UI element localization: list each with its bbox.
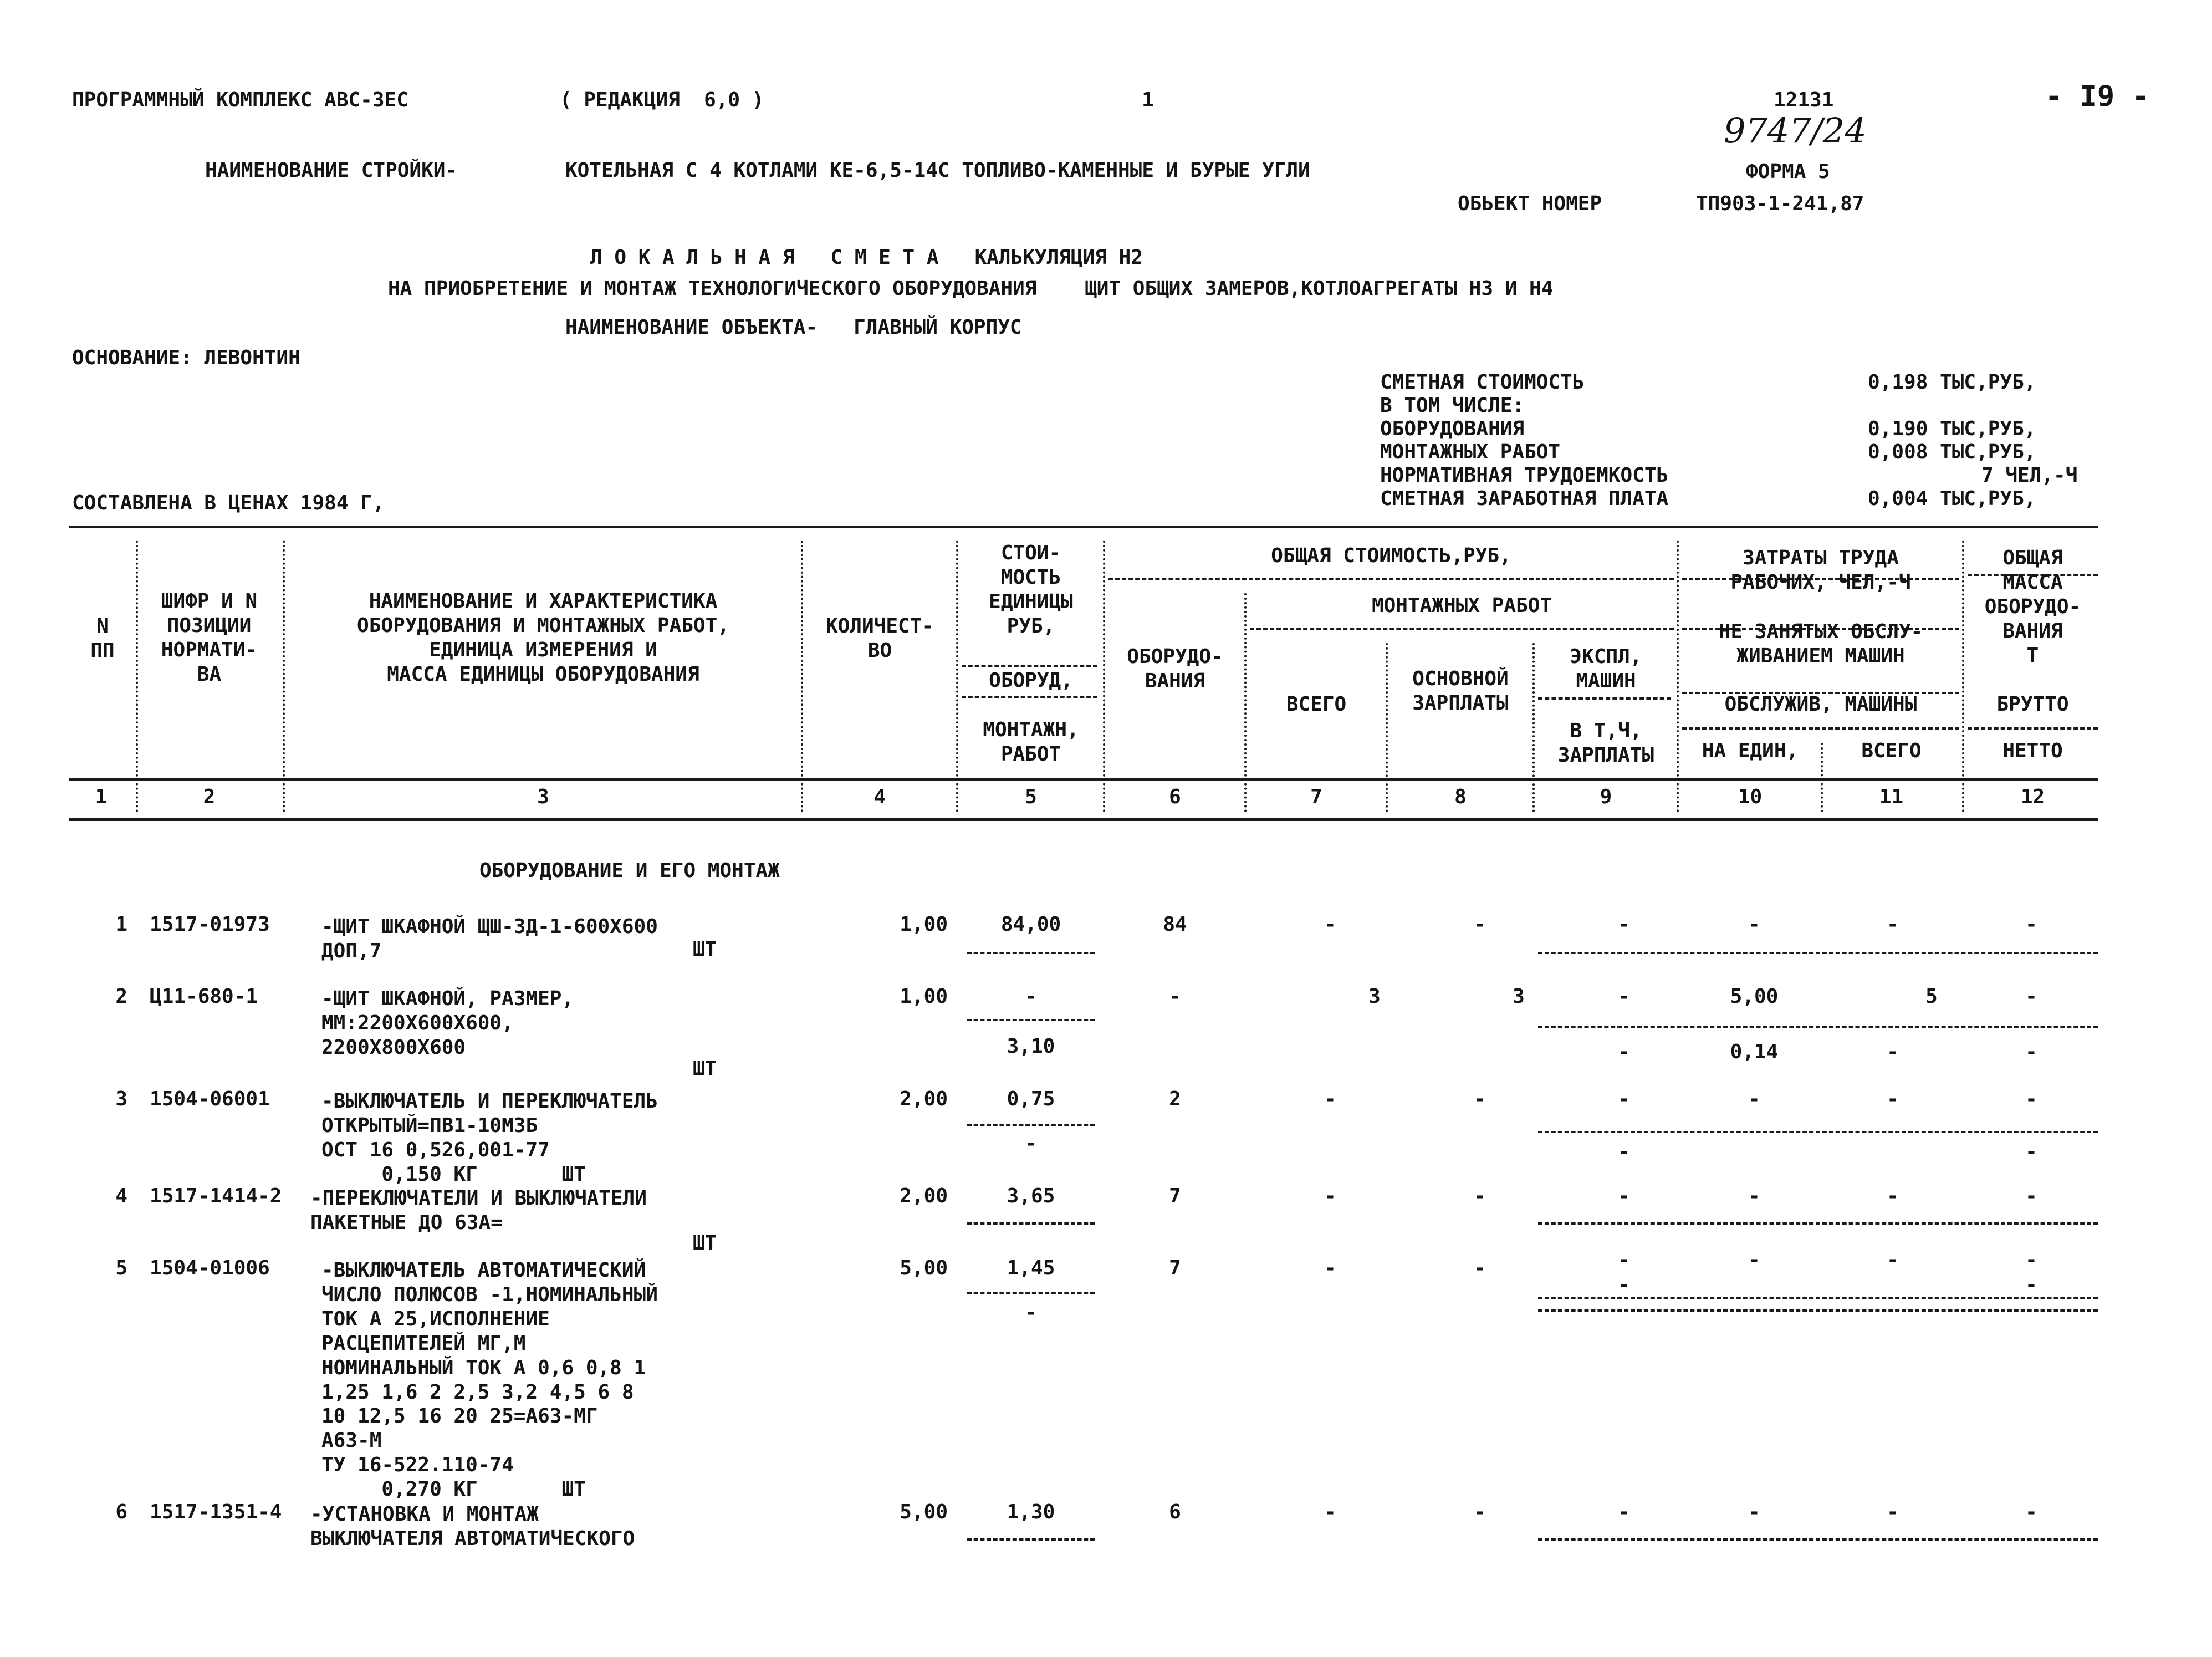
row-labor-unit-mach: 0,14	[1730, 1041, 1779, 1063]
row-machines-salary: -	[1618, 1273, 1630, 1296]
row-price-mont: -	[1025, 1132, 1037, 1155]
row-machines-salary: -	[1618, 1140, 1630, 1163]
row-qty: 2,00	[900, 1185, 948, 1207]
object-name: НАИМЕНОВАНИЕ ОБЪЕКТА- ГЛАВНЫЙ КОРПУС	[565, 316, 1022, 339]
row-qty: 5,00	[900, 1257, 948, 1279]
col-index: 11	[1879, 786, 1904, 808]
col-salary-header: ОСНОВНОЙ ЗАРПЛАТЫ	[1412, 667, 1509, 715]
col-index: 1	[95, 786, 108, 808]
program-edition: ( РЕДАКЦИЯ 6,0 )	[560, 89, 764, 111]
col-index: 9	[1600, 786, 1612, 808]
col-labor-total-header: ВСЕГО	[1861, 740, 1922, 762]
row-name: -ВЫКЛЮЧАТЕЛЬ АВТОМАТИЧЕСКИЙ ЧИСЛО ПОЛЮСОВ -1,НОМИНАЛЬНЫЙ ТОК А 25,ИСПОЛНЕНИЕ РАСЦЕПИТЕЛЕЙ МГ,М НОМИНАЛЬНЫЙ ТОК А 0,6 0,8 1 1,25 1,6 2 2,5 3,2 4,5 6 8 10 12,5 16 20 25=А63-МГ А63-М ТУ 16-522.110-74 0,270 КГ ШТ	[321, 1259, 658, 1501]
labor-service-header: ОБСЛУЖИВ, МАШИНЫ	[1724, 693, 1917, 716]
col-index: 8	[1454, 786, 1467, 808]
row-netto: -	[2025, 1041, 2037, 1063]
col-machines-salary-header: В Т,Ч, ЗАРПЛАТЫ	[1557, 720, 1654, 767]
summary-value: 0,190 ТЫС,РУБ,	[1868, 417, 2036, 440]
row-labor-total: -	[1887, 1088, 1899, 1110]
col-price-mont-header: МОНТАЖН, РАБОТ	[983, 718, 1079, 766]
row-price-eq: 84,00	[1000, 913, 1061, 936]
summary-label: МОНТАЖНЫХ РАБОТ	[1380, 441, 1561, 463]
document-subtitle: НА ПРИОБРЕТЕНИЕ И МОНТАЖ ТЕХНОЛОГИЧЕСКОГО ОБОРУДОВАНИЯ ЩИТ ОБЩИХ ЗАМЕРОВ,КОТЛОАГРЕГАТЫ Н3 И Н4	[388, 277, 1554, 300]
row-brutto: -	[2025, 913, 2037, 936]
row-netto: -	[2025, 1140, 2037, 1163]
row-price-eq: 1,30	[1007, 1501, 1055, 1523]
prices-line: СОСТАВЛЕНА В ЦЕНАХ 1984 Г,	[72, 492, 385, 514]
header-dash	[962, 665, 1097, 667]
row-price-divider	[967, 1019, 1095, 1021]
row-salary: -	[1474, 913, 1486, 936]
basis-line: ОСНОВАНИЕ: ЛЕВОНТИН	[72, 346, 300, 369]
row-machines: -	[1618, 1501, 1630, 1523]
row-name: -ВЫКЛЮЧАТЕЛЬ И ПЕРЕКЛЮЧАТЕЛЬ ОТКРЫТЫЙ=ПВ1-10М3Б ОСТ 16 0,526,001-77 0,150 КГ ШТ	[321, 1090, 658, 1186]
row-equipment: 6	[1169, 1501, 1181, 1523]
col-index: 12	[2020, 786, 2045, 808]
col-divider	[136, 541, 138, 812]
col-total-header: ВСЕГО	[1286, 693, 1347, 716]
row-divider	[1538, 952, 2098, 954]
row-salary: 3	[1513, 985, 1525, 1008]
col-index: 7	[1310, 786, 1322, 808]
row-brutto: -	[2025, 1088, 2037, 1110]
col-per-unit-header: НА ЕДИН,	[1702, 740, 1799, 762]
row-divider	[1538, 1297, 2098, 1299]
row-equipment: 7	[1169, 1257, 1181, 1279]
row-equipment: -	[1169, 985, 1181, 1008]
row-total: -	[1324, 913, 1336, 936]
header-bottom-rule	[69, 818, 2098, 821]
summary-label: В ТОМ ЧИСЛЕ:	[1380, 394, 1525, 417]
col-divider	[283, 541, 285, 812]
row-brutto: -	[2025, 985, 2037, 1008]
col-index: 2	[203, 786, 216, 808]
mounting-header: МОНТАЖНЫХ РАБОТ	[1371, 594, 1552, 617]
row-machines: -	[1618, 1185, 1630, 1207]
row-salary: -	[1474, 1501, 1486, 1523]
summary-block	[1380, 373, 2095, 512]
col-index: 4	[873, 786, 886, 808]
col-index: 5	[1025, 786, 1037, 808]
col-divider	[1532, 643, 1535, 812]
header-dash	[1250, 628, 1674, 630]
row-code: 1517-01973	[150, 913, 270, 936]
col-equipment-header: ОБОРУДО- ВАНИЯ	[1127, 645, 1223, 692]
row-price-divider	[967, 1222, 1095, 1225]
row-equipment: 7	[1169, 1185, 1181, 1207]
col-divider	[801, 541, 803, 812]
header-dash	[1108, 578, 1674, 580]
row-number: 2	[115, 985, 127, 1008]
row-labor-unit: -	[1748, 1501, 1760, 1523]
row-number: 4	[115, 1185, 127, 1207]
col-divider	[1962, 541, 1964, 812]
col-price-eq-header: ОБОРУД,	[989, 669, 1073, 692]
header-dash	[962, 696, 1097, 698]
row-divider	[1538, 1309, 2098, 1312]
row-divider	[1538, 1026, 2098, 1028]
row-unit: ШТ	[693, 1057, 717, 1080]
header-mid-rule	[69, 778, 2098, 781]
row-price-divider	[967, 1124, 1095, 1126]
col-mass-header: ОБЩАЯ МАССА ОБОРУДО- ВАНИЯ Т	[1984, 547, 2081, 667]
row-total: 3	[1368, 985, 1381, 1008]
col-divider	[1103, 541, 1105, 812]
summary-label: СМЕТНАЯ ЗАРАБОТНАЯ ПЛАТА	[1380, 487, 1669, 510]
sheet-number: - I9 -	[2045, 80, 2149, 113]
row-name: -ПЕРЕКЛЮЧАТЕЛИ И ВЫКЛЮЧАТЕЛИ ПАКЕТНЫЕ ДО 63А=	[310, 1187, 647, 1234]
col-divider	[1821, 743, 1823, 812]
row-qty: 2,00	[900, 1088, 948, 1110]
row-number: 3	[115, 1088, 127, 1110]
row-price-divider	[967, 1292, 1095, 1294]
labor-sub-header: НЕ ЗАНЯТЫХ ОБСЛУ- ЖИВАНИЕМ МАШИН	[1718, 620, 1923, 667]
row-labor-total: -	[1887, 1185, 1899, 1207]
row-labor-total: -	[1887, 913, 1899, 936]
construction-label: НАИМЕНОВАНИЕ СТРОЙКИ-	[205, 159, 458, 182]
row-labor-total-mach: -	[1887, 1041, 1899, 1063]
row-name: -ЩИТ ШКАФНОЙ, РАЗМЕР, ММ:2200Х600Х600, 2200Х800Х600	[321, 987, 574, 1059]
row-total: -	[1324, 1501, 1336, 1523]
row-divider	[1538, 1131, 2098, 1133]
form-label: ФОРМА 5	[1746, 160, 1830, 183]
summary-value: 0,198 ТЫС,РУБ,	[1868, 371, 2036, 394]
row-machines: -	[1618, 913, 1630, 936]
col-brutto-header: БРУТТО	[1996, 693, 2069, 716]
labor-header: ЗАТРАТЫ ТРУДА РАБОЧИХ, ЧЕЛ,-Ч	[1730, 547, 1911, 594]
row-machines: -	[1618, 1088, 1630, 1110]
row-total: -	[1324, 1257, 1336, 1279]
row-divider	[1538, 1538, 2098, 1541]
summary-value: 7 ЧЕЛ,-Ч	[1981, 464, 2078, 487]
row-number: 1	[115, 913, 127, 936]
row-equipment: 84	[1163, 913, 1187, 936]
row-code: 1517-1351-4	[150, 1501, 282, 1523]
row-total: -	[1324, 1185, 1336, 1207]
code-number: 12131	[1774, 89, 1834, 111]
row-price-eq: 0,75	[1007, 1088, 1055, 1110]
handwritten-note: 9747/24	[1724, 110, 1867, 151]
row-price-eq: 1,45	[1007, 1257, 1055, 1279]
summary-label: НОРМАТИВНАЯ ТРУДОЕМКОСТЬ	[1380, 464, 1669, 487]
col-code-header: ШИФР И N ПОЗИЦИИ НОРМАТИ- ВА	[161, 590, 258, 686]
row-unit: ШТ	[693, 938, 717, 961]
row-labor-unit: -	[1748, 913, 1760, 936]
row-netto: -	[2025, 1273, 2037, 1296]
program-name: ПРОГРАММНЫЙ КОМПЛЕКС АВС-3ЕС	[72, 89, 408, 111]
row-machines: -	[1618, 1248, 1630, 1271]
row-number: 5	[115, 1257, 127, 1279]
header-dash	[1538, 697, 1671, 700]
col-divider	[1386, 643, 1388, 812]
summary-label: СМЕТНАЯ СТОИМОСТЬ	[1380, 371, 1585, 394]
row-labor-unit: -	[1748, 1248, 1760, 1271]
col-index: 3	[537, 786, 549, 808]
col-number-header: N ПП	[90, 615, 115, 662]
total-cost-header: ОБЩАЯ СТОИМОСТЬ,РУБ,	[1271, 544, 1511, 567]
col-qty-header: КОЛИЧЕСТ- ВО	[825, 615, 934, 662]
summary-label: ОБОРУДОВАНИЯ	[1380, 417, 1525, 440]
row-brutto: -	[2025, 1185, 2037, 1207]
row-price-mont: -	[1025, 1301, 1037, 1324]
page-number: 1	[1142, 89, 1154, 111]
row-total: -	[1324, 1088, 1336, 1110]
row-brutto: -	[2025, 1501, 2037, 1523]
row-divider	[1538, 1222, 2098, 1225]
section-title: ОБОРУДОВАНИЕ И ЕГО МОНТАЖ	[479, 859, 780, 882]
row-salary: -	[1474, 1257, 1486, 1279]
row-price-mont: 3,10	[1007, 1035, 1055, 1058]
row-price-eq: 3,65	[1007, 1185, 1055, 1207]
row-code: Ц11-680-1	[150, 985, 258, 1008]
row-labor-total: 5	[1925, 985, 1938, 1008]
col-netto-header: НЕТТО	[2002, 740, 2063, 762]
col-name-header: НАИМЕНОВАНИЕ И ХАРАКТЕРИСТИКА ОБОРУДОВАНИЯ И МОНТАЖНЫХ РАБОТ, ЕДИНИЦА ИЗМЕРЕНИЯ И МАССА ЕДИНИЦЫ ОБОРУДОВАНИЯ	[357, 590, 729, 686]
row-machines-salary: -	[1618, 1041, 1630, 1063]
row-number: 6	[115, 1501, 127, 1523]
row-labor-unit: 5,00	[1730, 985, 1779, 1008]
col-index: 10	[1738, 786, 1763, 808]
row-name: -ЩИТ ШКАФНОЙ ЩШ-3Д-1-600Х600 ДОП,7	[321, 915, 658, 962]
col-divider	[1677, 541, 1679, 812]
row-brutto: -	[2025, 1248, 2037, 1271]
row-price-divider	[967, 952, 1095, 954]
row-labor-unit: -	[1748, 1088, 1760, 1110]
construction-name: КОТЕЛЬНАЯ С 4 КОТЛАМИ КЕ-6,5-14С ТОПЛИВО-КАМЕННЫЕ И БУРЫЕ УГЛИ	[565, 159, 1310, 182]
document-title: Л О К А Л Ь Н А Я С М Е Т А КАЛЬКУЛЯЦИЯ Н2	[590, 246, 1143, 269]
header-dash	[1682, 727, 1959, 730]
row-labor-total: -	[1887, 1501, 1899, 1523]
row-salary: -	[1474, 1088, 1486, 1110]
row-name: -УСТАНОВКА И МОНТАЖ ВЫКЛЮЧАТЕЛЯ АВТОМАТИЧЕСКОГО	[310, 1503, 635, 1550]
row-code: 1517-1414-2	[150, 1185, 282, 1207]
row-code: 1504-06001	[150, 1088, 270, 1110]
row-qty: 1,00	[900, 913, 948, 936]
object-number: ТП903-1-241,87	[1696, 192, 1864, 215]
row-qty: 1,00	[900, 985, 948, 1008]
row-labor-total: -	[1887, 1248, 1899, 1271]
row-salary: -	[1474, 1185, 1486, 1207]
header-dash	[1968, 727, 2098, 730]
header-top-rule	[69, 526, 2098, 528]
summary-value: 0,008 ТЫС,РУБ,	[1868, 441, 2036, 463]
col-machines-header: ЭКСПЛ, МАШИН	[1570, 645, 1642, 692]
row-price-divider	[967, 1538, 1095, 1541]
row-qty: 5,00	[900, 1501, 948, 1523]
row-machines: -	[1618, 985, 1630, 1008]
col-index: 6	[1169, 786, 1181, 808]
row-unit: ШТ	[693, 1232, 717, 1255]
col-divider	[1244, 593, 1247, 812]
col-price-header: СТОИ- МОСТЬ ЕДИНИЦЫ РУБ,	[989, 542, 1073, 638]
row-code: 1504-01006	[150, 1257, 270, 1279]
object-label: ОБЬЕКТ НОМЕР	[1458, 192, 1602, 215]
row-labor-unit: -	[1748, 1185, 1760, 1207]
row-equipment: 2	[1169, 1088, 1181, 1110]
summary-value: 0,004 ТЫС,РУБ,	[1868, 487, 2036, 510]
col-divider	[956, 541, 958, 812]
row-price-eq: -	[1025, 985, 1037, 1008]
